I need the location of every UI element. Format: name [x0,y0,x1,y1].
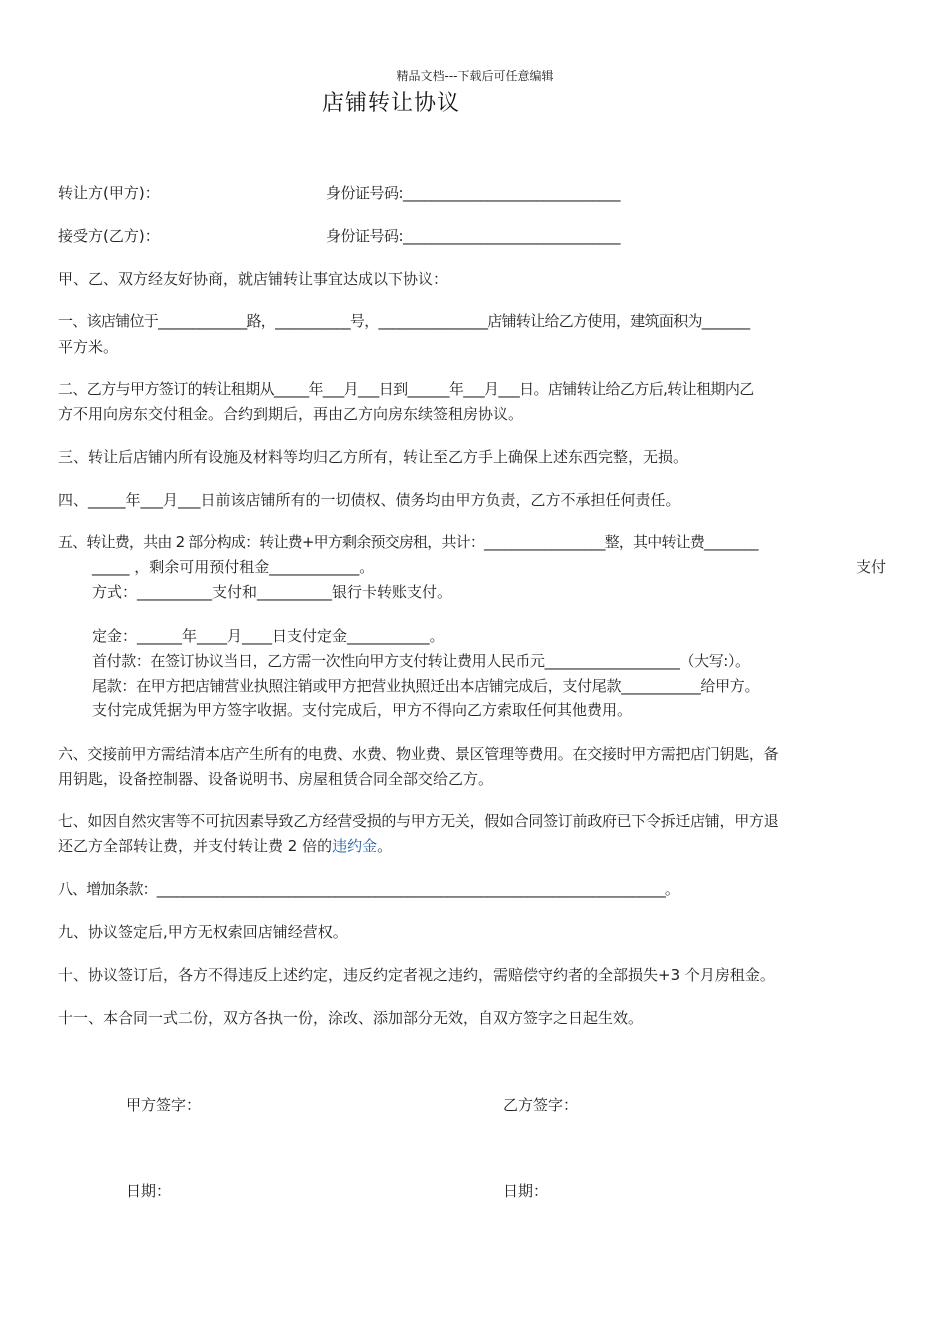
party-a-date-label: 日期： [126,1182,172,1200]
clause-1-line-1: 一、该店铺位于_____________路，___________号，________________店铺转让给乙方使用，建筑面积为_______ [58,312,750,330]
clause-8: 八、增加条款：_____________________________________________________________________________。 [58,880,680,898]
clause-5-line-1: 五、转让费，共由 2 部分构成：转让费+甲方剩余预交房租，共计：__________________整，其中转让费________ [58,533,758,551]
clause-9: 九、协议签定后,甲方无权索回店铺经营权。 [58,923,348,941]
clause-6-line-2: 用钥匙，设备控制器、设备说明书、房屋租赁合同全部交给乙方。 [58,770,494,788]
party-a-row [58,180,890,206]
clause-5-line-2 [92,556,890,578]
party-b-label: 接受方(乙方)： [58,227,160,245]
clause-7-text: 还乙方全部转让费，并支付转让费 2 倍的 [58,837,333,855]
clause-7-line-1: 七、如因自然灾害等不可抗因素导致乙方经营受损的与甲方无关，假如合同签订前政府已下令拆迁店铺，甲方退 [58,812,779,830]
clause-7-line-2 [58,833,890,859]
party-a-signature-label: 甲方签字： [126,1096,202,1114]
deposit-line: 定金：______年____月____日支付定金___________。 [92,627,445,645]
penalty-link[interactable]: 违约金 [332,837,378,855]
clause-10: 十、协议签订后，各方不得违反上述约定，违反约定者视之违约，需赔偿守约者的全部损失+3 个月房租金。 [58,966,775,984]
clause-7-period: 。 [377,837,393,855]
party-b-date-label: 日期： [503,1182,549,1200]
clause-5-pay-word: 支付 [855,558,886,576]
clause-1-line-2: 平方米。 [58,338,119,356]
clause-3: 三、转让后店铺内所有设施及材料等均归乙方所有，转让至乙方手上确保上述东西完整，无损。 [58,448,689,466]
party-a-id-field: 身份证号码:_______________________________ [326,184,621,202]
clause-6-line-1: 六、交接前甲方需结清本店产生所有的电费、水费、物业费、景区管理等费用。在交接时甲方需把店门钥匙，备 [58,745,779,763]
party-b-id-field: 身份证号码:_______________________________ [326,227,621,245]
receipt-line: 支付完成凭据为甲方签字收据。支付完成后，甲方不得向乙方索取任何其他费用。 [92,701,633,719]
intro-text: 甲、乙、双方经友好协商，就店铺转让事宜达成以下协议： [58,270,449,288]
clause-5-line-3: 方式：__________支付和__________银行卡转账支付。 [92,583,453,601]
clause-2-line-2: 方不用向房东交付租金。合约到期后，再由乙方向房东续签租房协议。 [58,405,524,423]
party-b-signature-label: 乙方签字： [503,1096,579,1114]
clause-4: 四、_____年___月___日前该店铺所有的一切债权、债务均由甲方负责，乙方不承担任何责任。 [58,491,681,509]
clause-5-prepaid-rent: _____ ，剩余可用预付租金____________。 [92,558,375,576]
party-a-label: 转让方(甲方)： [58,184,160,202]
page-header: 精品文档---下载后可任意编辑 [396,69,554,83]
clause-2-line-1: 二、乙方与甲方签订的转让租期从_____年___月___日到______年___月___日。店铺转让给乙方后,转让租期内乙 [58,380,754,398]
document-title: 店铺转让协议 [322,91,461,116]
clause-11: 十一、本合同一式二份，双方各执一份，涂改、添加部分无效，自双方签字之日起生效。 [58,1009,644,1027]
party-b-row [58,223,890,249]
final-payment-line: 尾款：在甲方把店铺营业执照注销或甲方把营业执照迁出本店铺完成后，支付尾款___________给甲方。 [92,677,760,695]
first-payment-line: 首付款：在签订协议当日，乙方需一次性向甲方支付转让费用人民币元___________________（大写:）。 [92,652,750,670]
